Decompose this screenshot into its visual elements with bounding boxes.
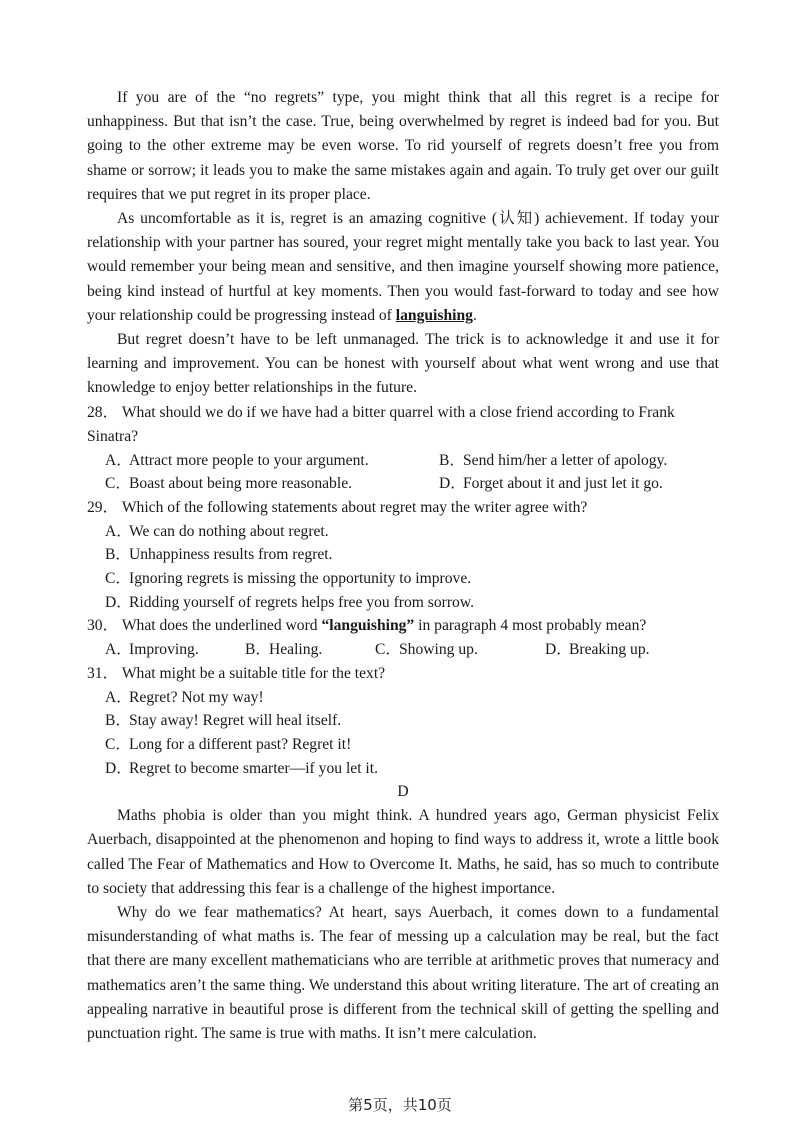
option-a: A．Attract more people to your argument. [105, 451, 369, 469]
paragraph-text: . [472, 306, 477, 324]
question-number: 28． [87, 403, 119, 421]
option-row [105, 472, 719, 496]
option-c: C．Long for a different past? Regret it! [105, 735, 352, 753]
question-stem [87, 401, 719, 449]
question-stem: 30． What does the underlined word “languishing” in paragraph 4 most probably mean? [87, 617, 647, 635]
option-c: C．Boast about being more reasonable. [105, 475, 353, 493]
option-row [105, 638, 719, 662]
passage-c-paragraph [87, 207, 719, 328]
option-b: B．Unhappiness results from regret. [105, 546, 333, 564]
page-indicator: 第5页，共10页 [348, 1096, 452, 1114]
option-b: B．Stay away! Regret will heal itself. [105, 712, 342, 730]
option-c: C．Showing up. [375, 641, 478, 659]
question-number: 29． [87, 498, 119, 516]
question-number: 31． [87, 664, 119, 682]
bold-word: “languishing” [321, 617, 415, 635]
question-text: What might be a suitable title for the text? [121, 664, 386, 682]
paragraph-text: As uncomfortable as it is, regret is an amazing cognitive (认知) achievement. If today your relationship with your partner has soured, your regret might mentally take you back to last year. You would remember your being mean and sensitive, and then imagine yourself showing more patience, being kind instead of hurtful at key moments. Then you would fast-forward to today and see how your relationship could be progressing instead of [87, 210, 719, 324]
question-28 [87, 401, 719, 496]
section-heading: D [397, 783, 409, 801]
option-d: D．Ridding yourself of regrets helps free you from sorrow. [105, 593, 474, 611]
option-a: A．Improving. [105, 641, 199, 659]
option-row [105, 449, 719, 473]
option-d: D．Regret to become smarter—if you let it. [105, 759, 378, 777]
question-text: Which of the following statements about regret may the writer agree with? [121, 498, 588, 516]
passage-c-paragraph: But regret doesn’t have to be left unmanaged. The trick is to acknowledge it and use it for learning and improvement. You can be honest with yourself about what went wrong and use that knowledge to enjoy better relationships in the future. [87, 331, 719, 397]
question-stem [87, 496, 719, 520]
question-31 [87, 662, 719, 780]
option-d: D．Breaking up. [545, 641, 650, 659]
question-text: What should we do if we have had a bitter quarrel with a close friend according to Frank Sinatra? [87, 403, 675, 445]
underlined-word: languishing [395, 306, 473, 324]
passage-d-paragraph: Maths phobia is older than you might think. A hundred years ago, German physicist Felix Auerbach, disappointed at the phenomenon and hoping to find ways to address it, wrote a little book called The Fear of Mathematics and How to Overcome It. Maths, he said, has so much to contribute to society that addressing this fear is a challenge of the highest importance. [87, 807, 719, 897]
option-d: D．Forget about it and just let it go. [439, 475, 663, 493]
passage-c-paragraph: If you are of the “no regrets” type, you might think that all this regret is a recipe for unhappiness. But that isn’t the case. True, being overwhelmed by regret is indeed bad for you. But going to the other extreme may be even worse. To rid yourself of regrets doesn’t free you from shame or sorrow; it leads you to make the same mistakes again and again. To truly get over our guilt requires that we put regret in its proper place. [87, 89, 719, 203]
passage-d-paragraph: Why do we fear mathematics? At heart, says Auerbach, it comes down to a fundamental misunderstanding of what maths is. The fear of messing up a calculation may be real, but the fact that there are many excellent mathematicians who are terrible at arithmetic proves that numeracy and mathematics aren’t the same thing. We understand this about writing literature. The art of creating an appealing narrative in beautiful prose is different from the technical skill of getting the spelling and punctuation right. The same is true with maths. It isn’t mere calculation. [87, 903, 719, 1042]
question-29 [87, 496, 719, 614]
exam-page [87, 86, 719, 1046]
question-30 [87, 614, 719, 662]
option-c: C．Ignoring regrets is missing the opportunity to improve. [105, 570, 472, 588]
question-number: 30． [87, 617, 119, 635]
option-b: B．Send him/her a letter of apology. [439, 451, 668, 469]
question-stem [87, 662, 719, 686]
option-a: A．We can do nothing about regret. [105, 522, 329, 540]
option-b: B．Healing. [245, 641, 323, 659]
option-a: A．Regret? Not my way! [105, 688, 264, 706]
